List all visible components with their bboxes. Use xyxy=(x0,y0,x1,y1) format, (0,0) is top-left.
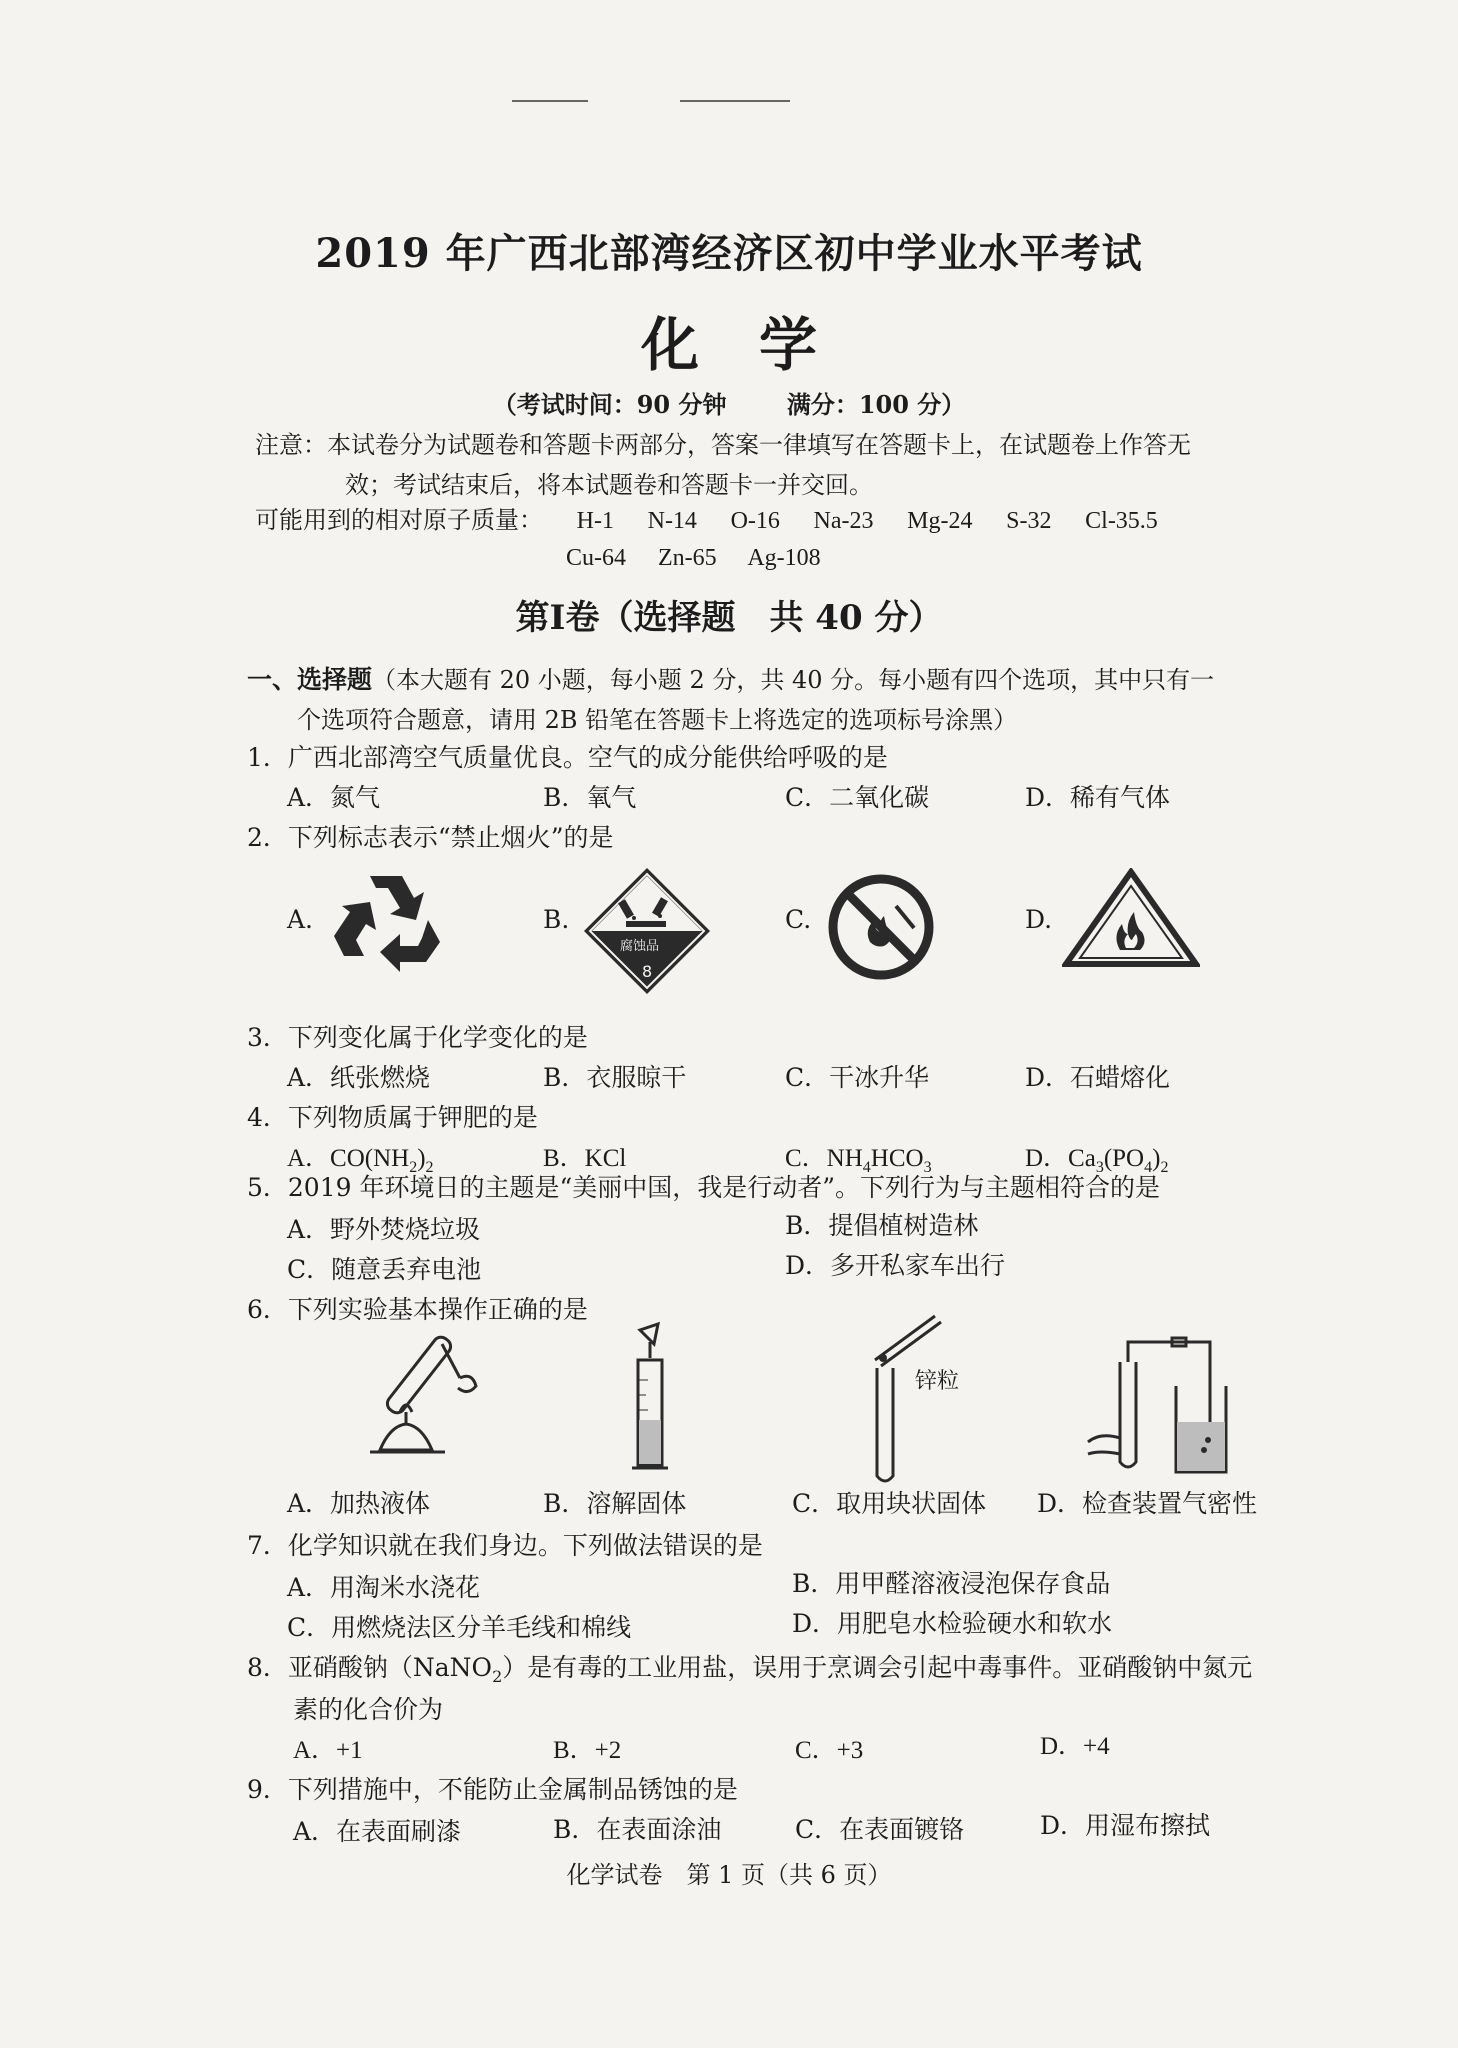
q2-option-a: A. xyxy=(287,905,314,934)
question-1-stem: 1．广西北部湾空气质量优良。空气的成分能供给呼吸的是 xyxy=(247,743,888,772)
airtightness-check-diagram xyxy=(1080,1322,1230,1482)
formula-subscript: 4 xyxy=(862,1159,871,1176)
formula-part: D．Ca xyxy=(1025,1145,1096,1172)
atomic-mass-item: H-1 xyxy=(576,508,614,534)
q1-option-d: D．稀有气体 xyxy=(1025,783,1171,812)
exam-title: 2019 年广西北部湾经济区初中学业水平考试 xyxy=(315,230,1143,277)
exam-time: （考试时间：90 分钟 xyxy=(492,390,727,419)
atomic-mass-row1 xyxy=(255,500,1158,535)
q8-option-d: D．+4 xyxy=(1040,1733,1110,1760)
subject-title: 化学 xyxy=(640,311,877,379)
formula-subscript: 3 xyxy=(1095,1159,1104,1176)
formula-part: A．CO(NH xyxy=(287,1145,410,1172)
question-9-stem: 9．下列措施中，不能防止金属制品锈蚀的是 xyxy=(247,1775,738,1804)
question-8-stem xyxy=(247,1648,1252,1686)
atomic-mass-item: S-32 xyxy=(1006,508,1052,534)
formula-subscript: 3 xyxy=(923,1159,932,1176)
no-fire-icon xyxy=(826,872,936,982)
formula-part: ) xyxy=(417,1145,426,1172)
corrosive-sign-number: 8 xyxy=(642,962,653,981)
exam-time-score xyxy=(0,385,1458,420)
q9-option-a: A．在表面刷漆 xyxy=(293,1817,462,1846)
q8-option-c: C．+3 xyxy=(795,1737,864,1764)
q1-option-b: B．氧气 xyxy=(543,783,637,812)
part-label: 一、选择题 xyxy=(247,665,373,694)
q7-option-b: B．用甲醛溶液浸泡保存食品 xyxy=(792,1569,1111,1598)
notice xyxy=(255,425,1315,505)
q5-option-b: B．提倡植树造林 xyxy=(785,1211,979,1240)
q1-option-a: A．氮气 xyxy=(287,783,381,812)
formula-subscript: 4 xyxy=(1144,1159,1153,1176)
question-7-stem: 7．化学知识就在我们身边。下列做法错误的是 xyxy=(247,1531,763,1560)
q9-option-c: C．在表面镀铬 xyxy=(795,1815,965,1844)
question-5-stem: 5．2019 年环境日的主题是“美丽中国，我是行动者”。下列行为与主题相符合的是 xyxy=(247,1173,1161,1202)
q9-option-d: D．用湿布擦拭 xyxy=(1040,1811,1211,1840)
q6-option-b: B．溶解固体 xyxy=(543,1489,687,1518)
corrosive-sign-label: 腐蚀品 xyxy=(620,939,660,954)
atomic-mass-item: Ag-108 xyxy=(747,545,821,571)
q5-option-a: A．野外焚烧垃圾 xyxy=(287,1215,481,1244)
atomic-mass-item: Na-23 xyxy=(813,508,874,534)
q7-option-c: C．用燃烧法区分羊毛线和棉线 xyxy=(287,1613,632,1642)
question-2-stem: 2．下列标志表示“禁止烟火”的是 xyxy=(247,823,614,852)
header-rule xyxy=(680,100,790,102)
q4-option-b: B．KCl xyxy=(543,1145,627,1172)
atomic-mass-row2 xyxy=(566,545,847,572)
question-8-stem-cont: 素的化合价为 xyxy=(293,1695,444,1724)
part-intro xyxy=(247,660,1327,740)
notice-line2: 效；考试结束后，将本试题卷和答题卡一并交回。 xyxy=(345,471,873,499)
formula-subscript: 2 xyxy=(409,1159,418,1176)
q5-option-c: C．随意丢弃电池 xyxy=(287,1255,482,1284)
formula-subscript: 2 xyxy=(492,1667,503,1686)
atomic-mass-item: Zn-65 xyxy=(658,545,717,571)
full-score: 满分：100 分） xyxy=(786,390,966,419)
heating-liquid-diagram xyxy=(350,1320,490,1480)
header-rule xyxy=(512,100,588,102)
part-text1: （本大题有 20 小题，每小题 2 分，共 40 分。每小题有四个选项，其中只有一 xyxy=(372,666,1215,694)
page-footer: 化学试卷 第 1 页（共 6 页） xyxy=(566,1861,892,1889)
q7-option-d: D．用肥皂水检验硬水和软水 xyxy=(792,1609,1113,1638)
stem-part: 8．亚硝酸钠（NaNO xyxy=(247,1653,493,1682)
formula-part: (PO xyxy=(1103,1145,1145,1172)
zinc-granules-diagram xyxy=(855,1308,965,1488)
recycle-icon xyxy=(330,870,442,974)
q3-option-c: C．干冰升华 xyxy=(785,1063,930,1092)
q8-option-a: A．+1 xyxy=(293,1737,363,1764)
stem-part: ）是有毒的工业用盐，误用于烹调会引起中毒事件。亚硝酸钠中氮元 xyxy=(502,1653,1253,1682)
formula-subscript: 2 xyxy=(1160,1159,1169,1176)
q9-option-b: B．在表面涂油 xyxy=(553,1815,722,1844)
atomic-mass-item: Cu-64 xyxy=(566,545,626,571)
q1-option-c: C．二氧化碳 xyxy=(785,783,930,812)
atomic-mass-item: Cl-35.5 xyxy=(1085,508,1158,534)
formula-part: ) xyxy=(1152,1145,1161,1172)
question-4-stem: 4．下列物质属于钾肥的是 xyxy=(247,1103,538,1132)
formula-part: C．NH xyxy=(785,1145,863,1172)
flammable-warning-icon xyxy=(1062,868,1200,968)
question-3-stem: 3．下列变化属于化学变化的是 xyxy=(247,1023,588,1052)
q8-option-b: B．+2 xyxy=(553,1737,622,1764)
atomic-mass-item: O-16 xyxy=(730,508,780,534)
zinc-label: 锌粒 xyxy=(915,1369,960,1394)
notice-line1: 注意：本试卷分为试题卷和答题卡两部分，答案一律填写在答题卡上，在试题卷上作答无 xyxy=(255,431,1191,459)
atomic-mass-label: 可能用到的相对原子质量： xyxy=(255,506,543,534)
q2-option-c: C. xyxy=(785,905,812,934)
formula-subscript: 2 xyxy=(425,1159,434,1176)
atomic-mass-item: Mg-24 xyxy=(907,508,973,534)
q6-option-c: C．取用块状固体 xyxy=(792,1489,987,1518)
part-text2: 个选项符合题意，请用 2B 铅笔在答题卡上将选定的选项标号涂黑） xyxy=(297,706,1018,734)
q7-option-a: A．用淘米水浇花 xyxy=(287,1573,481,1602)
q2-option-b: B. xyxy=(543,905,570,934)
q3-option-b: B．衣服晾干 xyxy=(543,1063,687,1092)
q3-option-d: D．石蜡熔化 xyxy=(1025,1063,1171,1092)
dissolving-cylinder-diagram xyxy=(622,1320,682,1480)
atomic-mass-item: N-14 xyxy=(647,508,697,534)
q5-option-d: D．多开私家车出行 xyxy=(785,1251,1006,1280)
section-title: 第Ⅰ卷（选择题 共 40 分） xyxy=(515,598,943,638)
formula-part: HCO xyxy=(870,1145,924,1172)
q6-option-d: D．检查装置气密性 xyxy=(1037,1489,1258,1518)
q2-option-d: D. xyxy=(1025,905,1053,934)
question-6-stem: 6．下列实验基本操作正确的是 xyxy=(247,1295,588,1324)
q3-option-a: A．纸张燃烧 xyxy=(287,1063,431,1092)
q6-option-a: A．加热液体 xyxy=(287,1489,431,1518)
